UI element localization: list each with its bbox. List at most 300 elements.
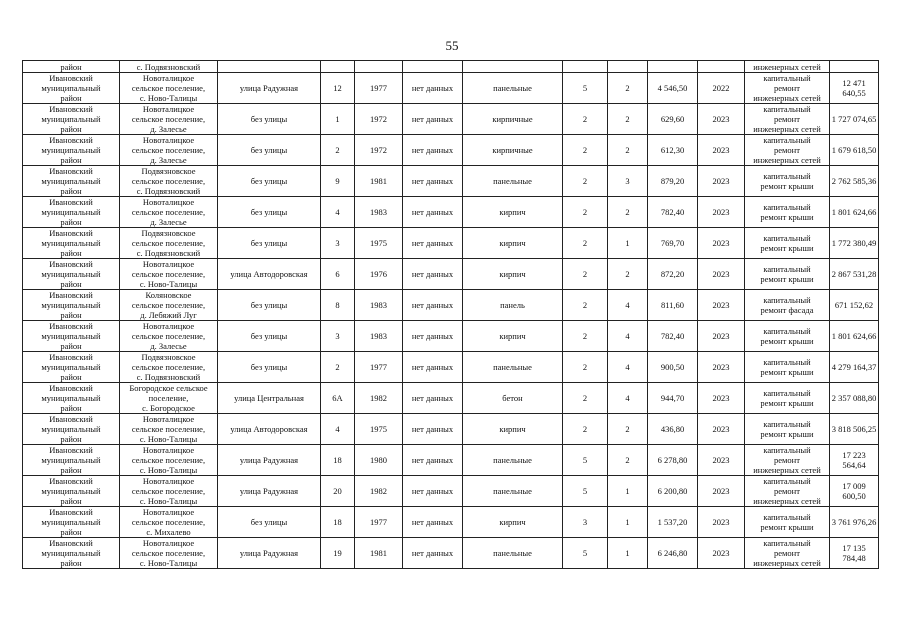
wall-material-cell: панельные (463, 352, 563, 383)
work-type-cell-line: инженерных сетей (753, 465, 821, 475)
cost-cell: 1 801 624,66 (830, 321, 879, 352)
entrances-cell: 2 (608, 414, 648, 445)
work-type-cell (745, 383, 830, 414)
floors-cell: 2 (563, 197, 608, 228)
cost-cell: 3 818 506,25 (830, 414, 879, 445)
work-type-cell-line: ремонт (774, 114, 800, 124)
settlement-cell (120, 476, 218, 507)
district-cell (23, 321, 120, 352)
house-number-cell: 6 (321, 259, 355, 290)
entrances-cell: 2 (608, 73, 648, 104)
district-cell-line: район (60, 403, 82, 413)
work-type-cell-line: ремонт (774, 548, 800, 558)
table-row (23, 352, 879, 383)
house-number-cell: 18 (321, 507, 355, 538)
floors-cell: 2 (563, 259, 608, 290)
district-cell (23, 445, 120, 476)
year-cell: 1972 (355, 104, 403, 135)
year-cell: 1982 (355, 476, 403, 507)
table-body (23, 61, 879, 569)
work-type-cell (745, 538, 830, 569)
street-cell: без улицы (218, 352, 321, 383)
cost-cell: 1 727 074,65 (830, 104, 879, 135)
floors-cell: 2 (563, 352, 608, 383)
floors-cell: 5 (563, 476, 608, 507)
settlement-cell-line: сельское поселение, (131, 455, 206, 465)
year-cell: 1981 (355, 538, 403, 569)
table-cell (355, 61, 403, 73)
settlement-cell (120, 197, 218, 228)
cost-cell: 4 279 164,37 (830, 352, 879, 383)
district-cell-line: муниципальный (41, 238, 101, 248)
table-cell (563, 61, 608, 73)
work-type-cell-line: капитальный (763, 445, 811, 455)
year-cell: 1975 (355, 228, 403, 259)
plan-year-cell: 2023 (698, 104, 745, 135)
work-type-cell (745, 228, 830, 259)
year-cell: 1977 (355, 507, 403, 538)
work-type-cell-line: капитальный (763, 476, 811, 486)
year-cell: 1975 (355, 414, 403, 445)
work-type-cell (745, 352, 830, 383)
year-cell: 1980 (355, 445, 403, 476)
district-cell-line: муниципальный (41, 331, 101, 341)
house-number-cell: 4 (321, 197, 355, 228)
district-cell-line: муниципальный (41, 207, 101, 217)
data-status-cell: нет данных (403, 197, 463, 228)
table-row (23, 259, 879, 290)
entrances-cell: 1 (608, 476, 648, 507)
settlement-cell-line: Подвязновское (141, 228, 196, 238)
floors-cell: 2 (563, 290, 608, 321)
house-number-cell: 20 (321, 476, 355, 507)
area-cell: 782,40 (648, 197, 698, 228)
table-row (23, 414, 879, 445)
district-cell-line: муниципальный (41, 145, 101, 155)
district-cell-line: район (60, 558, 82, 568)
table-cell: инженерных сетей (745, 61, 830, 73)
settlement-cell (120, 259, 218, 290)
plan-year-cell: 2023 (698, 321, 745, 352)
entrances-cell: 4 (608, 290, 648, 321)
settlement-cell-line: сельское поселение, (131, 300, 206, 310)
house-number-cell: 2 (321, 352, 355, 383)
table-row (23, 73, 879, 104)
entrances-cell: 2 (608, 104, 648, 135)
work-type-cell-line: ремонт крыши (760, 274, 814, 284)
work-type-cell-line: ремонт крыши (760, 522, 814, 532)
district-cell-line: муниципальный (41, 393, 101, 403)
table-row (23, 321, 879, 352)
settlement-cell (120, 228, 218, 259)
entrances-cell: 3 (608, 166, 648, 197)
wall-material-cell: панельные (463, 445, 563, 476)
district-cell-line: Ивановский (49, 321, 93, 331)
table-cell (218, 61, 321, 73)
settlement-cell-line: Новоталицкое (142, 104, 195, 114)
work-type-cell (745, 476, 830, 507)
work-type-cell-line: капитальный (763, 171, 811, 181)
work-type-cell-line: капитальный (763, 388, 811, 398)
district-cell-line: район (60, 279, 82, 289)
table-row-continuation (23, 61, 879, 73)
work-type-cell-line: капитальный (763, 295, 811, 305)
work-type-cell (745, 197, 830, 228)
year-cell: 1982 (355, 383, 403, 414)
year-cell: 1977 (355, 73, 403, 104)
street-cell: без улицы (218, 135, 321, 166)
year-cell: 1983 (355, 290, 403, 321)
area-cell: 4 546,50 (648, 73, 698, 104)
settlement-cell-line: с. Ново-Талицы (139, 496, 198, 506)
district-cell-line: муниципальный (41, 517, 101, 527)
settlement-cell-line: с. Михалево (146, 527, 191, 537)
plan-year-cell: 2023 (698, 476, 745, 507)
plan-year-cell: 2023 (698, 507, 745, 538)
street-cell: улица Радужная (218, 445, 321, 476)
settlement-cell-line: с. Ново-Талицы (139, 465, 198, 475)
settlement-cell-line: Новоталицкое (142, 445, 195, 455)
year-cell: 1983 (355, 321, 403, 352)
cost-cell: 17 009 600,50 (830, 476, 879, 507)
area-cell: 944,70 (648, 383, 698, 414)
street-cell: улица Радужная (218, 73, 321, 104)
work-type-cell (745, 73, 830, 104)
plan-year-cell: 2022 (698, 73, 745, 104)
settlement-cell-line: Новоталицкое (142, 135, 195, 145)
district-cell-line: район (60, 93, 82, 103)
entrances-cell: 4 (608, 321, 648, 352)
work-type-cell-line: капитальный (763, 233, 811, 243)
settlement-cell-line: Коляновское (145, 290, 192, 300)
wall-material-cell: кирпич (463, 259, 563, 290)
data-status-cell: нет данных (403, 414, 463, 445)
district-cell (23, 414, 120, 445)
work-type-cell-line: капитальный (763, 326, 811, 336)
settlement-cell-line: сельское поселение, (131, 207, 206, 217)
table-cell (403, 61, 463, 73)
house-number-cell: 9 (321, 166, 355, 197)
settlement-cell-line: сельское поселение, (131, 176, 206, 186)
settlement-cell-line: Подвязновское (141, 352, 196, 362)
work-type-cell-line: капитальный (763, 104, 811, 114)
district-cell-line: район (60, 310, 82, 320)
settlement-cell-line: Новоталицкое (142, 73, 195, 83)
floors-cell: 5 (563, 538, 608, 569)
settlement-cell (120, 321, 218, 352)
house-number-cell: 18 (321, 445, 355, 476)
wall-material-cell: панель (463, 290, 563, 321)
table-cell: с. Подвязновский (120, 61, 218, 73)
data-status-cell: нет данных (403, 352, 463, 383)
data-status-cell: нет данных (403, 476, 463, 507)
street-cell: улица Центральная (218, 383, 321, 414)
house-number-cell: 4 (321, 414, 355, 445)
work-type-cell-line: инженерных сетей (753, 558, 821, 568)
wall-material-cell: бетон (463, 383, 563, 414)
data-status-cell: нет данных (403, 259, 463, 290)
settlement-cell-line: Новоталицкое (142, 197, 195, 207)
data-status-cell: нет данных (403, 166, 463, 197)
data-status-cell: нет данных (403, 445, 463, 476)
settlement-cell-line: сельское поселение, (131, 362, 206, 372)
settlement-cell-line: Новоталицкое (142, 321, 195, 331)
work-type-cell-line: ремонт фасада (760, 305, 814, 315)
work-type-cell-line: ремонт крыши (760, 429, 814, 439)
work-type-cell (745, 507, 830, 538)
street-cell: без улицы (218, 166, 321, 197)
district-cell-line: Ивановский (49, 135, 93, 145)
district-cell (23, 228, 120, 259)
work-type-cell-line: капитальный (763, 135, 811, 145)
work-type-cell-line: инженерных сетей (753, 124, 821, 134)
entrances-cell: 2 (608, 259, 648, 290)
settlement-cell-line: сельское поселение, (131, 424, 206, 434)
table-row (23, 383, 879, 414)
year-cell: 1977 (355, 352, 403, 383)
cost-cell: 1 772 380,49 (830, 228, 879, 259)
district-cell-line: район (60, 527, 82, 537)
district-cell-line: Ивановский (49, 538, 93, 548)
wall-material-cell: кирпич (463, 321, 563, 352)
settlement-cell-line: с. Подвязновский (136, 248, 201, 258)
work-type-cell-line: капитальный (763, 357, 811, 367)
work-type-cell (745, 135, 830, 166)
data-status-cell: нет данных (403, 538, 463, 569)
entrances-cell: 2 (608, 135, 648, 166)
district-cell (23, 352, 120, 383)
settlement-cell-line: с. Ново-Талицы (139, 93, 198, 103)
settlement-cell-line: д. Залесье (150, 341, 187, 351)
table-cell (608, 61, 648, 73)
area-cell: 629,60 (648, 104, 698, 135)
floors-cell: 5 (563, 73, 608, 104)
district-cell-line: Ивановский (49, 476, 93, 486)
area-cell: 782,40 (648, 321, 698, 352)
street-cell: улица Автодоровская (218, 259, 321, 290)
settlement-cell-line: Новоталицкое (142, 507, 195, 517)
work-type-cell-line: ремонт крыши (760, 398, 814, 408)
entrances-cell: 1 (608, 507, 648, 538)
street-cell: без улицы (218, 104, 321, 135)
area-cell: 879,20 (648, 166, 698, 197)
work-type-cell (745, 321, 830, 352)
table-row (23, 445, 879, 476)
settlement-cell (120, 538, 218, 569)
area-cell: 1 537,20 (648, 507, 698, 538)
settlement-cell-line: Новоталицкое (142, 259, 195, 269)
house-number-cell: 19 (321, 538, 355, 569)
district-cell-line: муниципальный (41, 548, 101, 558)
work-type-cell-line: ремонт крыши (760, 336, 814, 346)
work-type-cell-line: инженерных сетей (753, 155, 821, 165)
district-cell-line: район (60, 155, 82, 165)
district-cell-line: Ивановский (49, 166, 93, 176)
cost-cell: 1 801 624,66 (830, 197, 879, 228)
wall-material-cell: панельные (463, 166, 563, 197)
plan-year-cell: 2023 (698, 166, 745, 197)
cost-cell: 1 679 618,50 (830, 135, 879, 166)
settlement-cell (120, 104, 218, 135)
cost-cell: 17 135 784,48 (830, 538, 879, 569)
work-type-cell-line: ремонт крыши (760, 181, 814, 191)
work-type-cell-line: ремонт крыши (760, 212, 814, 222)
settlement-cell-line: Подвязновское (141, 166, 196, 176)
district-cell-line: Ивановский (49, 445, 93, 455)
work-type-cell (745, 445, 830, 476)
district-cell-line: Ивановский (49, 104, 93, 114)
settlement-cell-line: Новоталицкое (142, 414, 195, 424)
district-cell-line: район (60, 341, 82, 351)
district-cell (23, 259, 120, 290)
house-number-cell: 12 (321, 73, 355, 104)
entrances-cell: 4 (608, 383, 648, 414)
cost-cell: 671 152,62 (830, 290, 879, 321)
settlement-cell (120, 383, 218, 414)
district-cell-line: район (60, 186, 82, 196)
settlement-cell-line: сельское поселение, (131, 114, 206, 124)
settlement-cell-line: д. Лебяжий Луг (140, 310, 197, 320)
floors-cell: 2 (563, 321, 608, 352)
floors-cell: 2 (563, 383, 608, 414)
floors-cell: 2 (563, 166, 608, 197)
work-type-cell (745, 166, 830, 197)
area-cell: 612,30 (648, 135, 698, 166)
settlement-cell (120, 352, 218, 383)
house-number-cell: 2 (321, 135, 355, 166)
settlement-cell-line: сельское поселение, (131, 238, 206, 248)
work-type-cell-line: ремонт крыши (760, 243, 814, 253)
district-cell-line: муниципальный (41, 486, 101, 496)
area-cell: 872,20 (648, 259, 698, 290)
district-cell-line: Ивановский (49, 197, 93, 207)
floors-cell: 5 (563, 445, 608, 476)
district-cell-line: муниципальный (41, 114, 101, 124)
table-row (23, 290, 879, 321)
floors-cell: 2 (563, 104, 608, 135)
table-cell (463, 61, 563, 73)
house-number-cell: 1 (321, 104, 355, 135)
settlement-cell (120, 135, 218, 166)
table-row (23, 538, 879, 569)
entrances-cell: 4 (608, 352, 648, 383)
wall-material-cell: кирпичные (463, 104, 563, 135)
work-type-cell-line: капитальный (763, 264, 811, 274)
settlement-cell-line: с. Ново-Талицы (139, 558, 198, 568)
street-cell: без улицы (218, 507, 321, 538)
wall-material-cell: кирпич (463, 414, 563, 445)
district-cell-line: район (60, 372, 82, 382)
plan-year-cell: 2023 (698, 197, 745, 228)
area-cell: 6 200,80 (648, 476, 698, 507)
district-cell (23, 476, 120, 507)
cost-cell: 2 762 585,36 (830, 166, 879, 197)
settlement-cell (120, 445, 218, 476)
district-cell-line: муниципальный (41, 269, 101, 279)
settlement-cell-line: с. Подвязновский (136, 186, 201, 196)
entrances-cell: 2 (608, 445, 648, 476)
settlement-cell (120, 73, 218, 104)
cost-cell: 3 761 976,26 (830, 507, 879, 538)
settlement-cell (120, 507, 218, 538)
settlement-cell-line: сельское поселение, (131, 331, 206, 341)
settlement-cell-line: с. Подвязновский (136, 372, 201, 382)
work-type-cell-line: инженерных сетей (753, 93, 821, 103)
floors-cell: 2 (563, 228, 608, 259)
floors-cell: 2 (563, 135, 608, 166)
district-cell (23, 135, 120, 166)
district-cell-line: муниципальный (41, 362, 101, 372)
wall-material-cell: кирпич (463, 507, 563, 538)
floors-cell: 2 (563, 414, 608, 445)
street-cell: улица Радужная (218, 538, 321, 569)
district-cell (23, 197, 120, 228)
area-cell: 6 246,80 (648, 538, 698, 569)
settlement-cell-line: сельское поселение, (131, 486, 206, 496)
house-number-cell: 6А (321, 383, 355, 414)
plan-year-cell: 2023 (698, 445, 745, 476)
work-type-cell-line: ремонт (774, 455, 800, 465)
district-cell (23, 166, 120, 197)
district-cell-line: район (60, 465, 82, 475)
year-cell: 1983 (355, 197, 403, 228)
table-row (23, 135, 879, 166)
work-type-cell-line: капитальный (763, 202, 811, 212)
district-cell (23, 507, 120, 538)
table-row (23, 228, 879, 259)
work-type-cell-line: капитальный (763, 512, 811, 522)
data-status-cell: нет данных (403, 228, 463, 259)
settlement-cell-line: сельское поселение, (131, 83, 206, 93)
table-cell: район (23, 61, 120, 73)
settlement-cell-line: д. Залесье (150, 124, 187, 134)
district-cell-line: муниципальный (41, 424, 101, 434)
plan-year-cell: 2023 (698, 259, 745, 290)
street-cell: без улицы (218, 197, 321, 228)
plan-year-cell: 2023 (698, 290, 745, 321)
street-cell: улица Автодоровская (218, 414, 321, 445)
work-type-cell-line: инженерных сетей (753, 496, 821, 506)
plan-year-cell: 2023 (698, 135, 745, 166)
year-cell: 1972 (355, 135, 403, 166)
district-cell-line: Ивановский (49, 414, 93, 424)
data-status-cell: нет данных (403, 104, 463, 135)
area-cell: 811,60 (648, 290, 698, 321)
table-cell (830, 61, 879, 73)
page-number: 55 (445, 38, 459, 53)
work-type-cell-line: капитальный (763, 73, 811, 83)
settlement-cell-line: сельское поселение, (131, 517, 206, 527)
wall-material-cell: кирпич (463, 228, 563, 259)
settlement-cell-line: с. Богородское (142, 403, 195, 413)
data-status-cell: нет данных (403, 290, 463, 321)
settlement-cell-line: поселение, (148, 393, 189, 403)
settlement-cell-line: сельское поселение, (131, 269, 206, 279)
floors-cell: 3 (563, 507, 608, 538)
house-number-cell: 3 (321, 321, 355, 352)
data-status-cell: нет данных (403, 383, 463, 414)
district-cell-line: район (60, 434, 82, 444)
housing-repair-table (22, 60, 879, 569)
settlement-cell-line: д. Залесье (150, 155, 187, 165)
area-cell: 436,80 (648, 414, 698, 445)
table-row (23, 197, 879, 228)
settlement-cell-line: д. Залесье (150, 217, 187, 227)
data-status-cell: нет данных (403, 507, 463, 538)
work-type-cell (745, 259, 830, 290)
district-cell-line: Ивановский (49, 507, 93, 517)
house-number-cell: 3 (321, 228, 355, 259)
